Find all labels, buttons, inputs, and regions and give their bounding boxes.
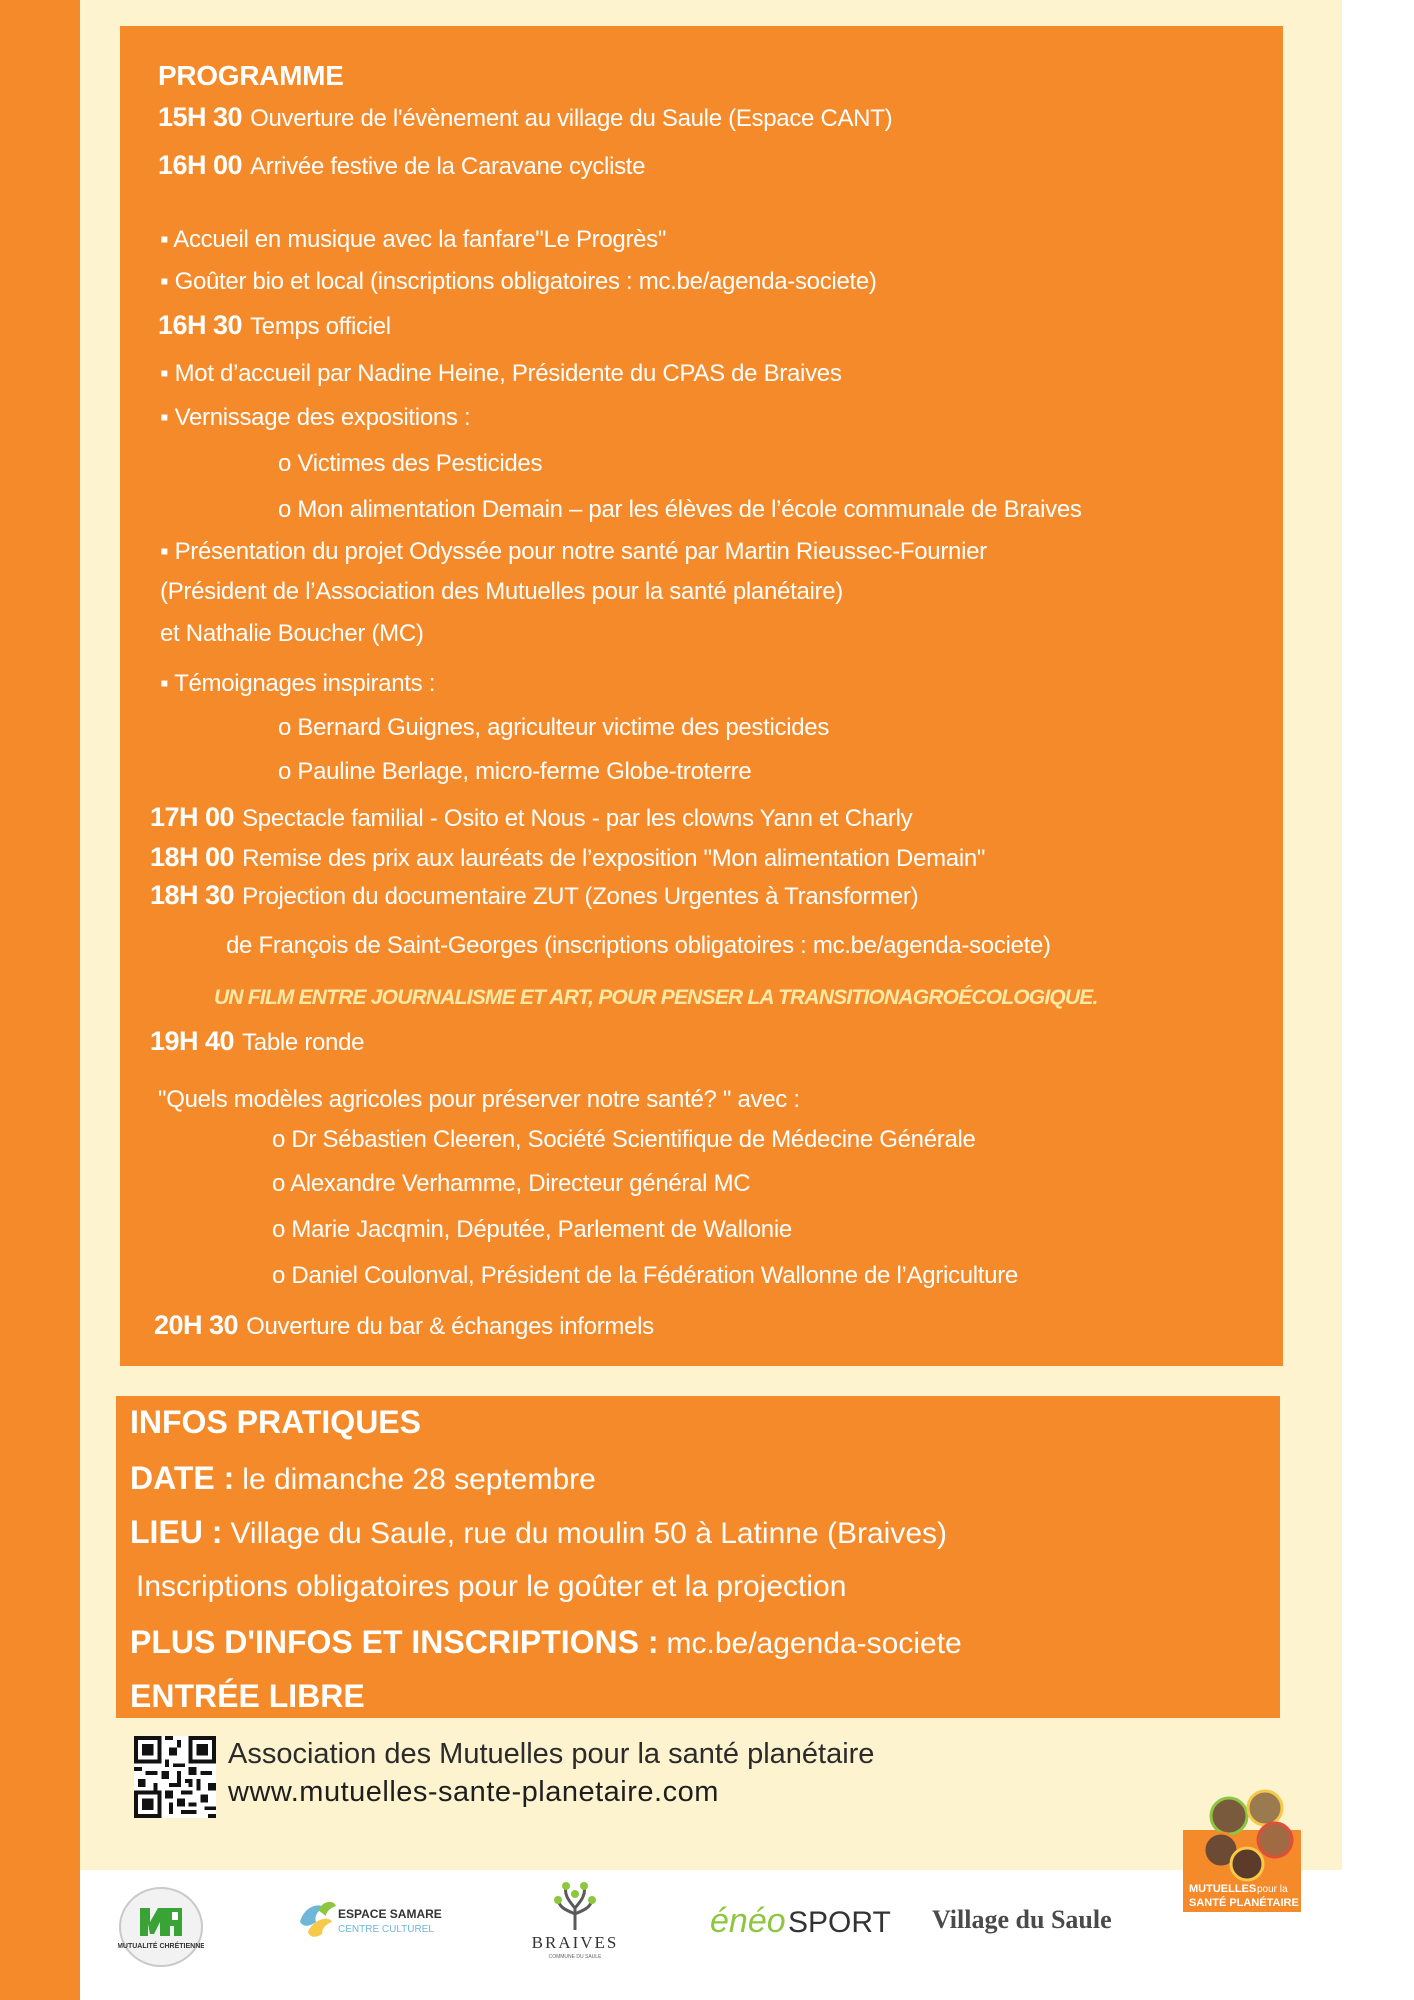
programme-bullet: ▪ Accueil en musique avec la fanfare"Le Progrès" bbox=[160, 226, 667, 253]
film-tagline: UN FILM ENTRE JOURNALISME ET ART, POUR PENSER LA TRANSITIONAGROÉCOLOGIQUE. bbox=[214, 986, 1098, 1009]
plus-value: mc.be/agenda-societe bbox=[666, 1627, 962, 1660]
item-text: Table ronde bbox=[242, 1029, 365, 1056]
programme-sub-item: o Mon alimentation Demain – par les élèves de l’école communale de Braives bbox=[278, 496, 1082, 523]
time: 18H 30 bbox=[150, 880, 235, 910]
programme-item-2 bbox=[158, 150, 645, 181]
programme-item-7 bbox=[150, 1026, 364, 1057]
programme-item-8 bbox=[154, 1310, 654, 1341]
espace-text-2: CENTRE CULTUREL bbox=[338, 1924, 434, 1935]
entree-libre: ENTRÉE LIBRE bbox=[130, 1678, 365, 1714]
time: 16H 00 bbox=[158, 150, 243, 180]
time: 18H 00 bbox=[150, 842, 235, 872]
programme-sub-item: o Dr Sébastien Cleeren, Société Scientifique de Médecine Générale bbox=[272, 1126, 976, 1153]
braives-logo bbox=[520, 1878, 630, 1960]
date-label: DATE : bbox=[130, 1460, 235, 1496]
info-inscriptions: Inscriptions obligatoires pour le goûter et la projection bbox=[136, 1570, 847, 1603]
info-date bbox=[130, 1460, 596, 1497]
programme-text: "Quels modèles agricoles pour préserver notre santé? " avec : bbox=[158, 1086, 800, 1113]
item-text: Spectacle familial - Osito et Nous - par les clowns Yann et Charly bbox=[242, 805, 913, 832]
info-plus bbox=[130, 1624, 962, 1661]
espace-text-1: ESPACE SAMARE bbox=[338, 1907, 442, 1921]
programme-bullet: ▪ Mot d’accueil par Nadine Heine, Présidente du CPAS de Braives bbox=[160, 360, 842, 387]
lieu-value: Village du Saule, rue du moulin 50 à Latinne (Braives) bbox=[230, 1517, 947, 1550]
msp-text-2: pour la bbox=[1257, 1884, 1288, 1895]
espace-samare-logo bbox=[294, 1892, 454, 1948]
time: 17H 00 bbox=[150, 802, 235, 832]
item-text: Arrivée festive de la Caravane cycliste bbox=[250, 153, 646, 180]
braives-text: BRAIVES bbox=[531, 1933, 619, 1952]
programme-sub-item: o Bernard Guignes, agriculteur victime des pesticides bbox=[278, 714, 830, 741]
info-lieu bbox=[130, 1514, 947, 1551]
item-text: Projection du documentaire ZUT (Zones Urgentes à Transformer) bbox=[242, 883, 919, 910]
programme-bullet: ▪ Présentation du projet Odyssée pour notre santé par Martin Rieussec-Fournier bbox=[160, 538, 987, 565]
mutuelles-sante-planetaire-logo bbox=[1183, 1788, 1301, 1912]
item-text: Temps officiel bbox=[250, 313, 391, 340]
programme-bullet: ▪ Témoignages inspirants : bbox=[160, 670, 436, 697]
infos-title: INFOS PRATIQUES bbox=[130, 1404, 421, 1440]
association-name: Association des Mutuelles pour la santé planétaire bbox=[228, 1738, 875, 1770]
item-text: Ouverture de l'évènement au village du Saule (Espace CANT) bbox=[250, 105, 893, 132]
plus-label: PLUS D'INFOS ET INSCRIPTIONS : bbox=[130, 1624, 659, 1660]
braives-subtext: COMMUNE DU SAULE bbox=[548, 1954, 602, 1960]
programme-text: de François de Saint-Georges (inscriptions obligatoires : mc.be/agenda-societe) bbox=[226, 932, 1051, 959]
time: 16H 30 bbox=[158, 310, 243, 340]
eneo-text: énéo bbox=[710, 1902, 786, 1940]
programme-sub-item: o Pauline Berlage, micro-ferme Globe-troterre bbox=[278, 758, 752, 785]
msp-text-3: SANTÉ PLANÉTAIRE bbox=[1189, 1897, 1299, 1909]
programme-item-6 bbox=[150, 880, 918, 911]
programme-item-4 bbox=[150, 802, 912, 833]
programme-text: (Président de l’Association des Mutuelles pour la santé planétaire) bbox=[160, 578, 843, 605]
village-du-saule-logo bbox=[928, 1896, 1128, 1940]
lieu-label: LIEU : bbox=[130, 1514, 223, 1550]
time: 15H 30 bbox=[158, 102, 243, 132]
item-text: Remise des prix aux lauréats de l’exposition "Mon alimentation Demain" bbox=[242, 845, 986, 872]
programme-item-5 bbox=[150, 842, 985, 873]
qr-code-icon[interactable] bbox=[134, 1736, 216, 1818]
item-text: Ouverture du bar & échanges informels bbox=[246, 1313, 654, 1340]
date-value: le dimanche 28 septembre bbox=[242, 1463, 596, 1496]
village-text: Village du Saule bbox=[932, 1905, 1112, 1934]
programme-sub-item: o Victimes des Pesticides bbox=[278, 450, 543, 477]
time: 19H 40 bbox=[150, 1026, 235, 1056]
left-orange-strip bbox=[0, 0, 80, 2000]
mutualite-chretienne-logo bbox=[118, 1886, 204, 1968]
programme-item-3 bbox=[158, 310, 391, 341]
eneo-sport-logo bbox=[706, 1896, 892, 1944]
msp-text-1: MUTUELLES bbox=[1189, 1883, 1257, 1895]
website-link[interactable]: www.mutuelles-sante-planetaire.com bbox=[228, 1776, 719, 1808]
programme-bullet: ▪ Goûter bio et local (inscriptions obligatoires : mc.be/agenda-societe) bbox=[160, 268, 877, 295]
programme-bullet: ▪ Vernissage des expositions : bbox=[160, 404, 471, 431]
programme-sub-item: o Alexandre Verhamme, Directeur général MC bbox=[272, 1170, 751, 1197]
programme-title: PROGRAMME bbox=[158, 60, 344, 91]
programme-sub-item: o Daniel Coulonval, Président de la Fédération Wallonne de l’Agriculture bbox=[272, 1262, 1018, 1289]
mutualite-text: MUTUALITÉ CHRÉTIENNE bbox=[118, 1943, 204, 1950]
sport-text: SPORT bbox=[788, 1906, 891, 1939]
programme-item-1 bbox=[158, 102, 892, 133]
programme-text: et Nathalie Boucher (MC) bbox=[160, 620, 424, 647]
time: 20H 30 bbox=[154, 1310, 239, 1340]
programme-sub-item: o Marie Jacqmin, Députée, Parlement de Wallonie bbox=[272, 1216, 792, 1243]
infos-pratiques-box bbox=[116, 1396, 1280, 1718]
